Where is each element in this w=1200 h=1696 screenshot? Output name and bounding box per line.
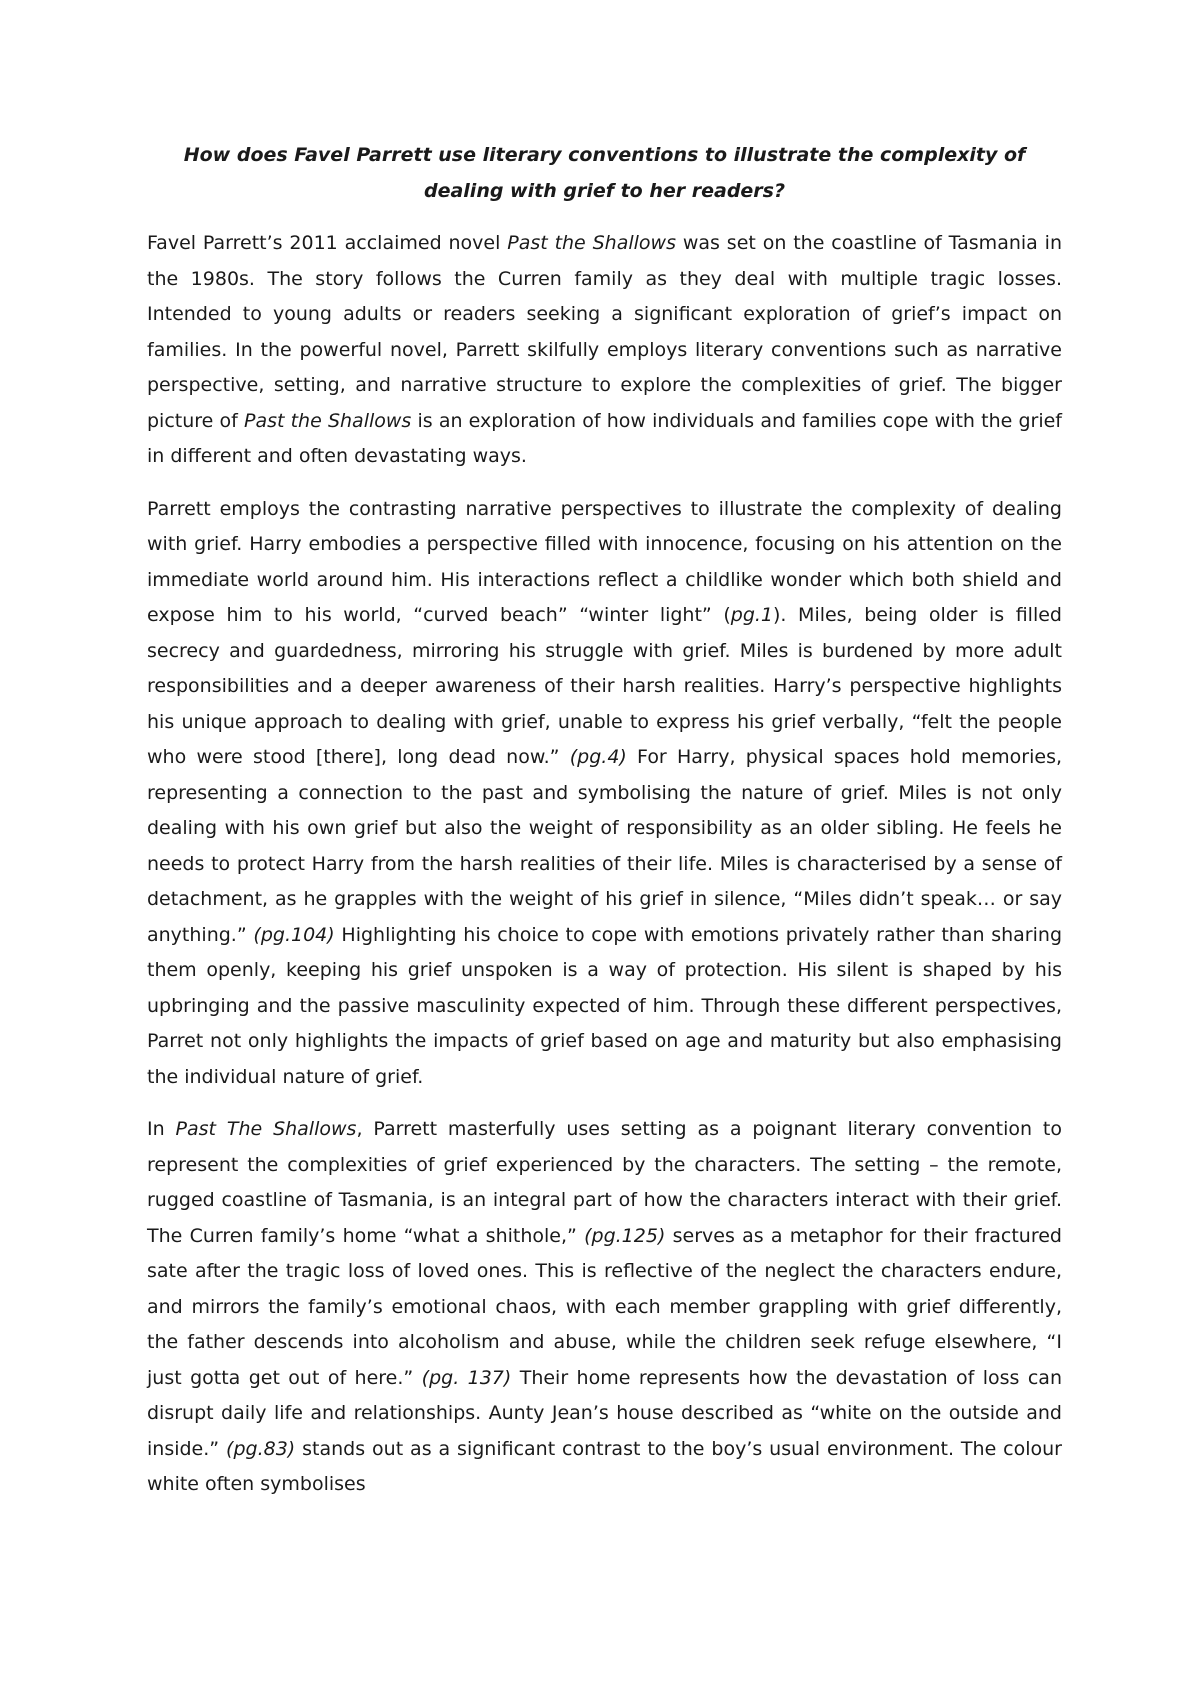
paragraph-2	[147, 492, 1062, 1096]
text-run: serves as a metaphor for their fractured sate after the tragic loss of loved ones. This is reflective of the neglect the characters endure, and mirrors the family’s emotional chaos, with each member grappling with grief differently, the father descends into alcoholism and abuse, while the children seek refuge elsewhere, “I just gotta get out of here.”	[147, 1224, 1062, 1389]
text-run: is an exploration of how individuals and families cope with the grief in different and often devastating ways.	[147, 409, 1062, 467]
italic-text: (pg.83)	[226, 1437, 296, 1460]
text-run: was set on the coastline of Tasmania in the 1980s. The story follows the Curren family as they deal with multiple tragic losses. Intended to young adults or readers seeking a significant exploration of grief’s impact on families. In the powerful novel, Parrett skilfully employs literary conventions such as narrative perspective, setting, and narrative structure to explore the complexities of grief. The bigger picture of	[147, 232, 1062, 432]
essay-paragraphs	[147, 226, 1062, 1503]
essay-title: How does Favel Parrett use literary conventions to illustrate the complexity of dealing with grief to her readers?	[183, 144, 1026, 202]
italic-text: (pg.125)	[584, 1224, 666, 1247]
italic-text: (pg. 137)	[421, 1366, 512, 1389]
text-run: stands out as a significant contrast to the boy’s usual environment. The colour white often symbolises	[147, 1437, 1062, 1495]
text-run: Parrett employs the contrasting narrative perspectives to illustrate the complexity of dealing with grief. Harry embodies a perspective filled with innocence, focusing on his attention on the immediate world around him. His interactions reflect a childlike wonder which both shield and expose him to his world, “curved beach” “winter light” (	[147, 497, 1062, 626]
text-run: For Harry, physical spaces hold memories, representing a connection to the past and symbolising the nature of grief. Miles is not only dealing with his own grief but also the weight of responsibility as an older sibling. He feels he needs to protect Harry from the harsh realities of their life. Miles is characterised by a sense of detachment, as he grapples with the weight of his grief in silence, “Miles didn’t speak… or say anything.”	[147, 746, 1063, 946]
text-run: Highlighting his choice to cope with emotions privately rather than sharing them openly, keeping his grief unspoken is a way of protection. His silent is shaped by his upbringing and the passive masculinity expected of him. Through these different perspectives, Parret not only highlights the impacts of grief based on age and maturity but also emphasising the individual nature of grief.	[147, 923, 1062, 1088]
text-run: Favel Parrett’s 2011 acclaimed novel	[147, 232, 508, 254]
text-run: ). Miles, being older is filled secrecy and guardedness, mirroring his struggle with grief. Miles is burdened by more adult responsibilities and a deeper awareness of their harsh realities. Harry’s perspective highlights his unique approach to dealing with grief, unable to express his grief verbally, “felt the people who were stood [there], long dead now.”	[147, 604, 1062, 768]
paragraph-3	[147, 1112, 1062, 1503]
paragraph-1	[147, 226, 1062, 475]
text-run: , Parrett masterfully uses setting as a poignant literary convention to represent the complexities of grief experienced by the characters. The setting – the remote, rugged coastline of Tasmania, is an integral part of how the characters interact with their grief. The Curren family’s home “what a shithole,”	[147, 1118, 1063, 1247]
text-run: Their home represents how the devastation of loss can disrupt daily life and relationships. Aunty Jean’s house described as “white on the outside and inside.”	[147, 1366, 1062, 1460]
document-body	[147, 138, 1062, 1520]
italic-text: Past the Shallows	[507, 232, 676, 254]
italic-text: (pg.4)	[569, 746, 627, 768]
italic-text: Past The Shallows	[175, 1118, 357, 1140]
text-run: In	[147, 1118, 176, 1140]
italic-text: (pg.104)	[253, 923, 335, 946]
italic-text: Past the Shallows	[244, 409, 412, 432]
italic-text: pg.1	[730, 604, 774, 626]
